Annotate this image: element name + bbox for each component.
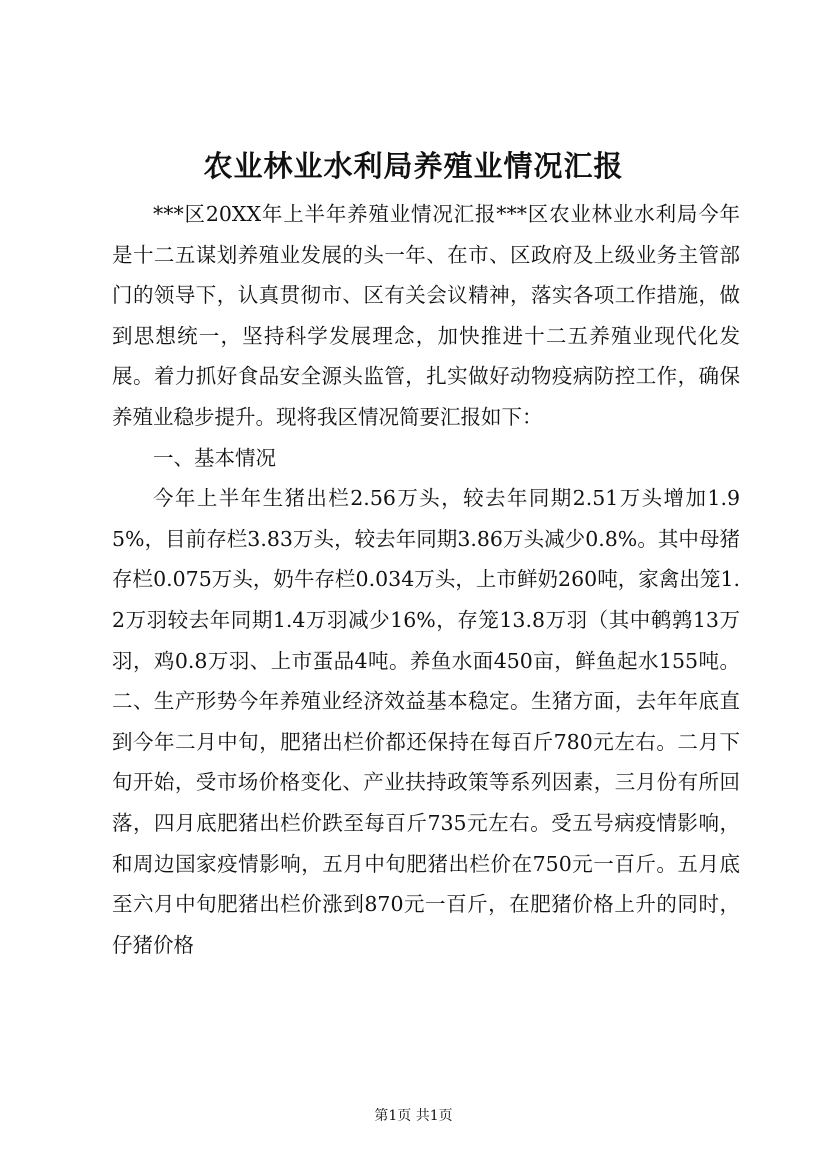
document-title: 农业林业水利局养殖业情况汇报 (203, 149, 624, 183)
section-heading: 一、基本情况 (153, 445, 276, 470)
basic-situation-paragraph: 今年上半年生猪出栏2.56万头，较去年同期2.51万头增加1.95%，目前存栏3.83万头，较去年同期3.86万头减少0.8%。其中母猪存栏0.075万头，奶牛存栏0.034万头，上市鲜奶260吨，家禽出笼1.2万羽较去年同期1.4万羽减少16%，存笼13.8万羽（其中鹌鹑13万羽，鸡0.8万羽、上市蛋品4吨。养鱼水面450亩，鲜鱼起水155吨。二、生产形势今年养殖业经济效益基本稳定。生猪方面，去年年底直到今年二月中旬，肥猪出栏价都还保持在每百斤780元左右。二月下旬开始，受市场价格变化、产业扶持政策等系列因素，三月份有所回落，四月底肥猪出栏价跌至每百斤735元左右。受五号病疫情影响，和周边国家疫情影响，五月中旬肥猪出栏价在750元一百斤。五月底至六月中旬肥猪出栏价涨到870元一百斤，在肥猪价格上升的同时，仔猪价格 (112, 486, 740, 957)
intro-paragraph: ***区20XX年上半年养殖业情况汇报***区农业林业水利局今年是十二五谋划养殖业发展的头一年、在市、区政府及上级业务主管部门的领导下，认真贯彻市、区有关会议精神，落实各项工作措施，做到思想统一，坚持科学发展理念，加快推进十二五养殖业现代化发展。着力抓好食品安全源头监管，扎实做好动物疫病防控工作，确保养殖业稳步提升。现将我区情况简要汇报如下： (112, 202, 740, 429)
page-footer: 第1页 共1页 (374, 1108, 453, 1124)
document-body (112, 194, 740, 965)
